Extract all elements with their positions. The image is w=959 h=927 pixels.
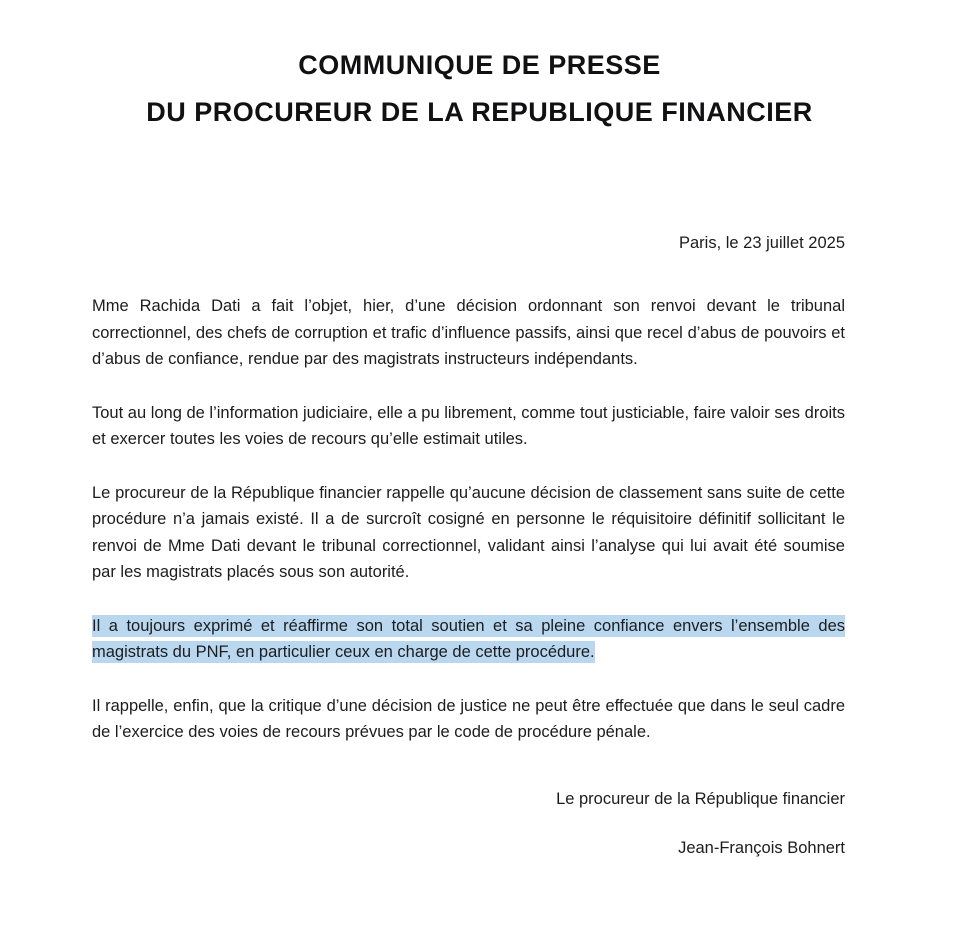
paragraph-2: Tout au long de l’information judiciaire, elle a pu librement, comme tout justiciable, faire valoir ses droits et exercer toutes les voies de recours qu’elle estimait utiles. <box>92 403 845 448</box>
dateline: Paris, le 23 juillet 2025 <box>678 234 845 252</box>
signature-block <box>556 790 845 858</box>
highlighted-text: Il a toujours exprimé et réaffirme son total soutien et sa pleine confiance envers l’ensemble des magistrats du PNF, en particulier ceux en charge de cette procédure. <box>92 616 845 661</box>
document-body <box>92 293 845 746</box>
page-title <box>40 42 919 136</box>
title-line-2: DU PROCUREUR DE LA REPUBLIQUE FINANCIER <box>146 97 813 127</box>
paragraph-3: Le procureur de la République financier rappelle qu’aucune décision de classement sans suite de cette procédure n’a jamais existé. Il a de surcroît cosigné en personne le réquisitoire définitif sollicitant le renvoi de Mme Dati devant le tribunal correctionnel, validant ainsi l’analyse qui lui avait été soumise par les magistrats placés sous son autorité. <box>92 483 845 581</box>
signature-name: Jean-François Bohnert <box>678 839 845 857</box>
title-line-1: COMMUNIQUE DE PRESSE <box>298 50 661 80</box>
paragraph-4-highlighted <box>92 613 845 666</box>
signature-role: Le procureur de la République financier <box>556 790 845 808</box>
paragraph-5: Il rappelle, enfin, que la critique d’une décision de justice ne peut être effectuée que dans le seul cadre de l’exercice des voies de recours prévues par le code de procédure pénale. <box>92 696 845 741</box>
paragraph-1: Mme Rachida Dati a fait l’objet, hier, d’une décision ordonnant son renvoi devant le tribunal correctionnel, des chefs de corruption et trafic d’influence passifs, ainsi que recel d’abus de pouvoirs et d’abus de confiance, rendue par des magistrats instructeurs indépendants. <box>92 297 845 368</box>
